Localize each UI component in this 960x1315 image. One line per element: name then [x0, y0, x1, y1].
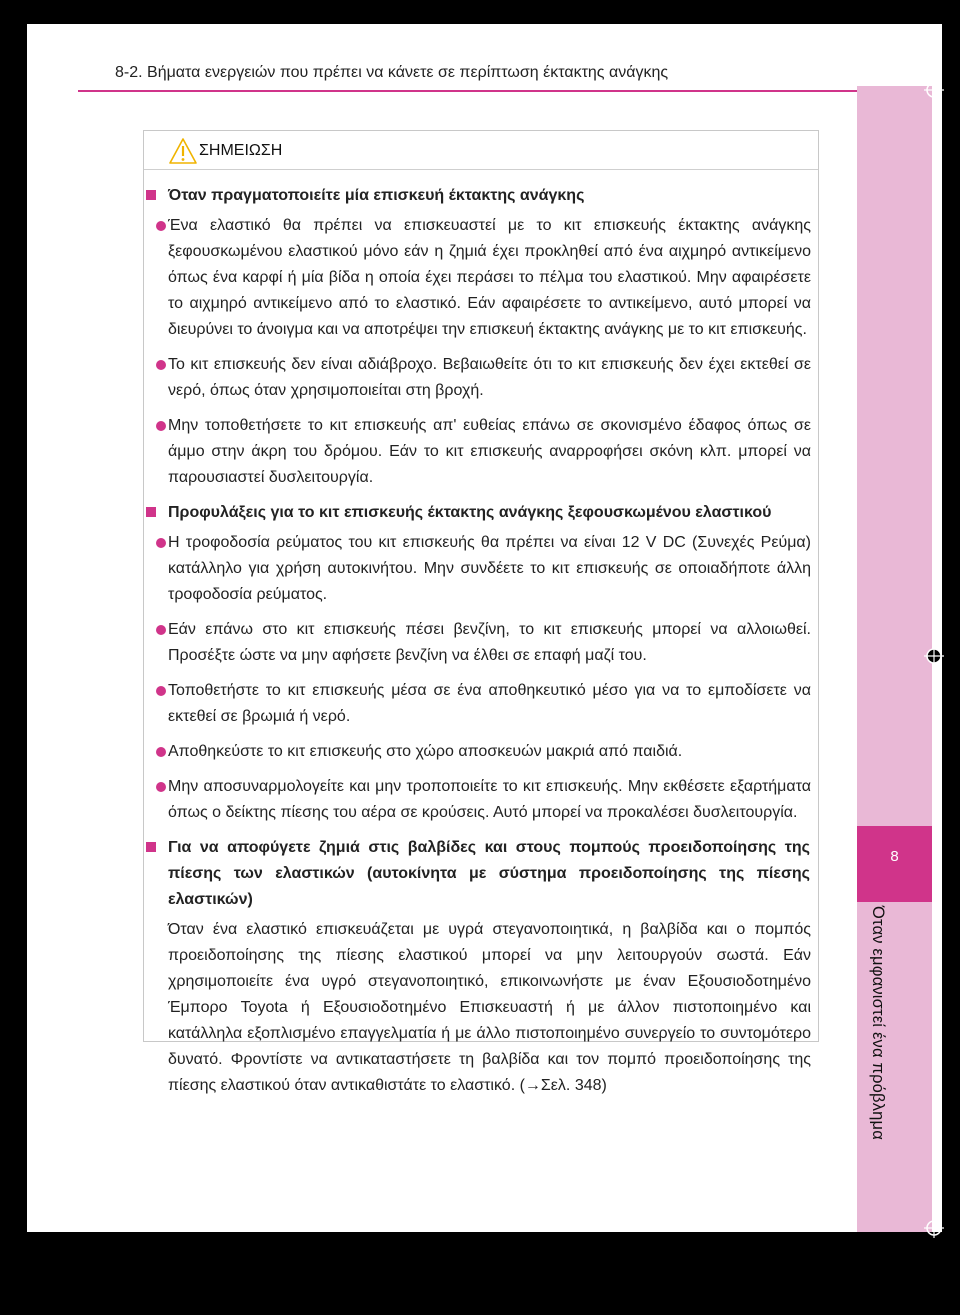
bullet-text: Αποθηκεύστε το κιτ επισκευής στο χώρο αποσκευών μακριά από παιδιά.: [168, 743, 683, 760]
bullet-text: Μην αποσυναρμολογείτε και μην τροποποιείτε το κιτ επισκευής. Μην εκθέσετε εξαρτήματα όπως ο δείκτης πίεσης του αέρα σε κρούσεις. Αυτό μπορεί να προκαλέσει δυσλειτουργία.: [168, 778, 811, 821]
bullet-item: [144, 617, 818, 669]
section-heading: Για να αποφύγετε ζημιά στις βαλβίδες και στους πομπούς προειδοποίησης της πίεσης των ελαστικών (αυτοκίνητα με σύστημα προειδοποίησης της πίεσης ελαστικών): [144, 835, 810, 913]
page-header-title: 8-2. Βήματα ενεργειών που πρέπει να κάνετε σε περίπτωση έκτακτης ανάγκης: [115, 64, 669, 81]
chapter-number: 8: [890, 848, 899, 865]
section-heading: Όταν πραγματοποιείτε μία επισκευή έκτακτης ανάγκης: [144, 183, 810, 209]
crop-mark-icon: [924, 1218, 944, 1238]
note-body: [144, 175, 818, 1099]
note-section: [144, 500, 818, 826]
crop-mark-icon: [924, 646, 944, 666]
bullet-item: [144, 413, 818, 491]
bullet-text: Εάν επάνω στο κιτ επισκευής πέσει βενζίνη, το κιτ επισκευής μπορεί να αλλοιωθεί. Προσέξτε ώστε να μην αφήσετε βενζίνη να έλθει σε επαφή μαζί του.: [168, 621, 811, 664]
bullet-text: Μην τοποθετήσετε το κιτ επισκευής απ' ευθείας επάνω σε σκονισμένο έδαφος όπως σε άμμο στην άκρη του δρόμου. Εάν το κιτ επισκευής αναρροφήσει σκόνη κλπ. μπορεί να παρουσιαστεί δυσλειτουργία.: [168, 417, 811, 486]
caution-note-box: [143, 130, 819, 1094]
bullet-item: [144, 530, 818, 608]
note-header: [144, 131, 818, 170]
bullet-item: [144, 774, 818, 826]
header-divider: [78, 90, 858, 92]
bullet-item: [144, 739, 818, 765]
note-title: ΣΗΜΕΙΩΣΗ: [199, 142, 283, 159]
section-paragraph: Όταν ένα ελαστικό επισκευάζεται με υγρά στεγανοποιητικά, η βαλβίδα και ο πομπός προειδοποίησης της πίεσης ελαστικού μπορεί να μην λειτουργούν σωστά. Εάν χρησιμοποιείτε ένα υγρό στεγανοποιητικό, επικοινωνήστε με έναν Εξουσιοδοτημένο Έμπορο Toyota ή Εξουσιοδοτημένο Επισκευαστή ή με άλλον πιστοποιημένο και κατάλληλα εξοπλισμένο επαγγελματία ή με άλλο πιστοποιημένο συνεργείο το συντομότερο δυνατό. Φροντίστε να αντικαταστήσετε τη βαλβίδα και τον πομπό προειδοποίησης της πίεσης ελαστικού όταν αντικαθιστάτε το ελαστικό. (→Σελ. 348): [168, 921, 811, 1094]
section-heading: Προφυλάξεις για το κιτ επισκευής έκτακτης ανάγκης ξεφουσκωμένου ελαστικού: [144, 500, 810, 526]
bullet-item: [144, 213, 818, 343]
bullet-text: Ένα ελαστικό θα πρέπει να επισκευαστεί με το κιτ επισκευής έκτακτης ανάγκης ξεφουσκωμένου ελαστικού μόνο εάν η ζημιά έχει προκληθεί από ένα αιχμηρό αντικείμενο όπως ένα καρφί ή μία βίδα η οποία έχει περάσει το πέλμα του ελαστικού. Μην αφαιρέσετε το αιχμηρό αντικείμενο από το ελαστικό. Εάν αφαιρέσετε το αντικείμενο, αυτό μπορεί να διευρύνει το άνοιγμα και να αποτρέψει την επισκευή έκτακτης ανάγκης με το κιτ επισκευής.: [168, 217, 811, 338]
crop-mark-icon: [924, 80, 944, 100]
bullet-item: [144, 678, 818, 730]
bullet-text: Το κιτ επισκευής δεν είναι αδιάβροχο. Βεβαιωθείτε ότι το κιτ επισκευής δεν έχει εκτεθεί σε νερό, όπως όταν χρησιμοποιείται στη βροχή.: [168, 356, 811, 399]
bullet-item: [144, 352, 818, 404]
warning-triangle-icon: [168, 137, 198, 165]
bullet-text: Τοποθετήστε το κιτ επισκευής μέσα σε ένα αποθηκευτικό μέσο για να το εμποδίσετε να εκτεθεί σε βρωμιά ή νερό.: [168, 682, 811, 725]
chapter-label: Όταν εμφανιστεί ένα πρόβλημα: [869, 906, 887, 1140]
bullet-text: Η τροφοδοσία ρεύματος του κιτ επισκευής θα πρέπει να είναι 12 V DC (Συνεχές Ρεύμα) κατάλληλο για χρήση αυτοκινήτου. Μην συνδέετε το κιτ επισκευής σε οποιαδήποτε άλλη τροφοδοσία ρεύματος.: [168, 534, 811, 603]
note-section: [144, 835, 818, 1099]
chapter-label-container: [868, 906, 892, 1156]
note-section: [144, 183, 818, 491]
